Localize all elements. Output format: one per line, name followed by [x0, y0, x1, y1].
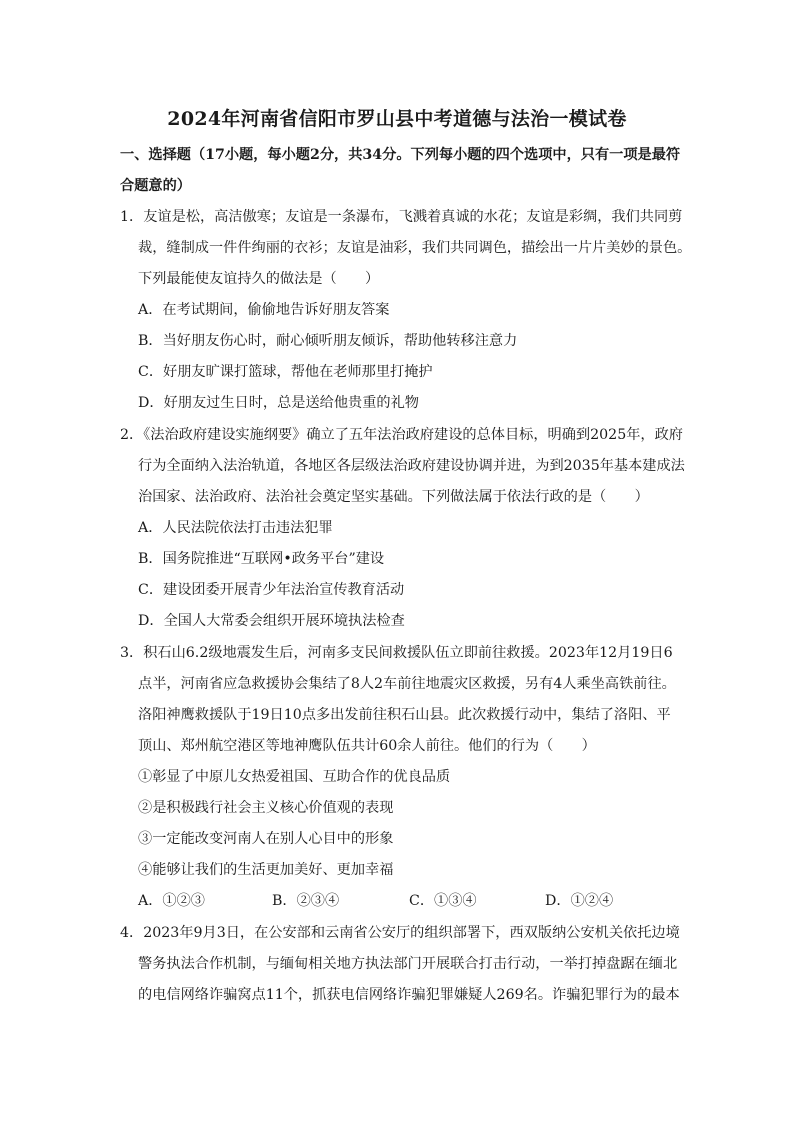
page-title: 2024年河南省信阳市罗山县中考道德与法治一模试卷 [167, 108, 627, 130]
question-3-stem-line-3: 洛阳神鹰救援队于19日10点多出发前往积石山县。此次救援行动中，集结了洛阳、平 [138, 707, 671, 723]
question-3-item-2: ②是积极践行社会主义核心价值观的表现 [138, 800, 394, 816]
question-1-option-b: B．当好朋友伤心时，耐心倾听朋友倾诉，帮助他转移注意力 [138, 333, 518, 349]
question-2-option-b: B．国务院推进“互联网•政务平台”建设 [138, 551, 385, 567]
question-1-option-c: C．好朋友旷课打篮球，帮他在老师那里打掩护 [138, 364, 433, 380]
section-header-line-1: 一、选择题（17小题，每小题2分，共34分。下列每小题的四个选项中，只有一项是最符 [120, 147, 681, 163]
question-1-stem-line-1: 1．友谊是松，高洁傲寒；友谊是一条瀑布，飞溅着真诚的水花；友谊是彩绸，我们共同剪 [120, 209, 683, 225]
question-3-option-c: C．①③④ [409, 893, 477, 909]
question-3-item-1: ①彰显了中原儿女热爱祖国、互助合作的优良品质 [138, 769, 451, 785]
question-3-item-3: ③一定能改变河南人在别人心目中的形象 [138, 831, 394, 847]
question-2-option-c: C．建设团委开展青少年法治宣传教育活动 [138, 582, 405, 598]
question-3-option-d: D．①②④ [545, 893, 614, 909]
question-2-stem-line-3: 治国家、法治政府、法治社会奠定坚实基础。下列做法属于依法行政的是（ ） [138, 489, 649, 505]
question-1-stem-line-3: 下列最能使友谊持久的做法是（ ） [138, 271, 380, 287]
question-2-option-d: D．全国人大常委会组织开展环境执法检查 [138, 613, 405, 629]
question-1-option-a: A．在考试期间，偷偷地告诉好朋友答案 [138, 302, 390, 318]
question-4-stem-line-2: 警务执法合作机制，与缅甸相关地方执法部门开展联合打击行动，一举打掉盘踞在缅北 [138, 956, 678, 972]
question-3-stem-line-2: 点半，河南省应急救援协会集结了8人2车前往地震灾区救援，另有4人乘坐高铁前往。 [138, 676, 676, 692]
question-1-stem-line-2: 裁，缝制成一件件绚丽的衣衫；友谊是油彩，我们共同调色，描绘出一片片美妙的景色。 [138, 240, 692, 256]
question-3-option-b: B．②③④ [272, 893, 340, 909]
question-3-item-4: ④能够让我们的生活更加美好、更加幸福 [138, 862, 394, 878]
question-1-option-d: D．好朋友过生日时，总是送给他贵重的礼物 [138, 395, 419, 411]
question-4-stem-line-1: 4．2023年9月3日，在公安部和云南省公安厅的组织部署下，西双版纳公安机关依托边境 [120, 925, 680, 941]
question-2-stem-line-2: 行为全面纳入法治轨道，各地区各层级法治政府建设协调并进，为到2035年基本建成法 [138, 458, 685, 474]
question-3-stem-line-4: 顶山、郑州航空港区等地神鹰队伍共计60余人前往。他们的行为（ ） [138, 738, 596, 754]
question-4-stem-line-3: 的电信网络诈骗窝点11个，抓获电信网络诈骗犯罪嫌疑人269名。诈骗犯罪行为的最本 [138, 987, 680, 1003]
question-3-option-a: A．①②③ [138, 893, 205, 909]
question-2-option-a: A．人民法院依法打击违法犯罪 [138, 520, 333, 536]
section-header-line-2: 合题意的） [120, 178, 191, 194]
question-2-stem-line-1: 2．《法治政府建设实施纲要》确立了五年法治政府建设的总体目标，明确到2025年，政府 [120, 427, 683, 443]
question-3-stem-line-1: 3．积石山6.2级地震发生后，河南多支民间救援队伍立即前往救援。2023年12月19日6 [120, 645, 673, 661]
